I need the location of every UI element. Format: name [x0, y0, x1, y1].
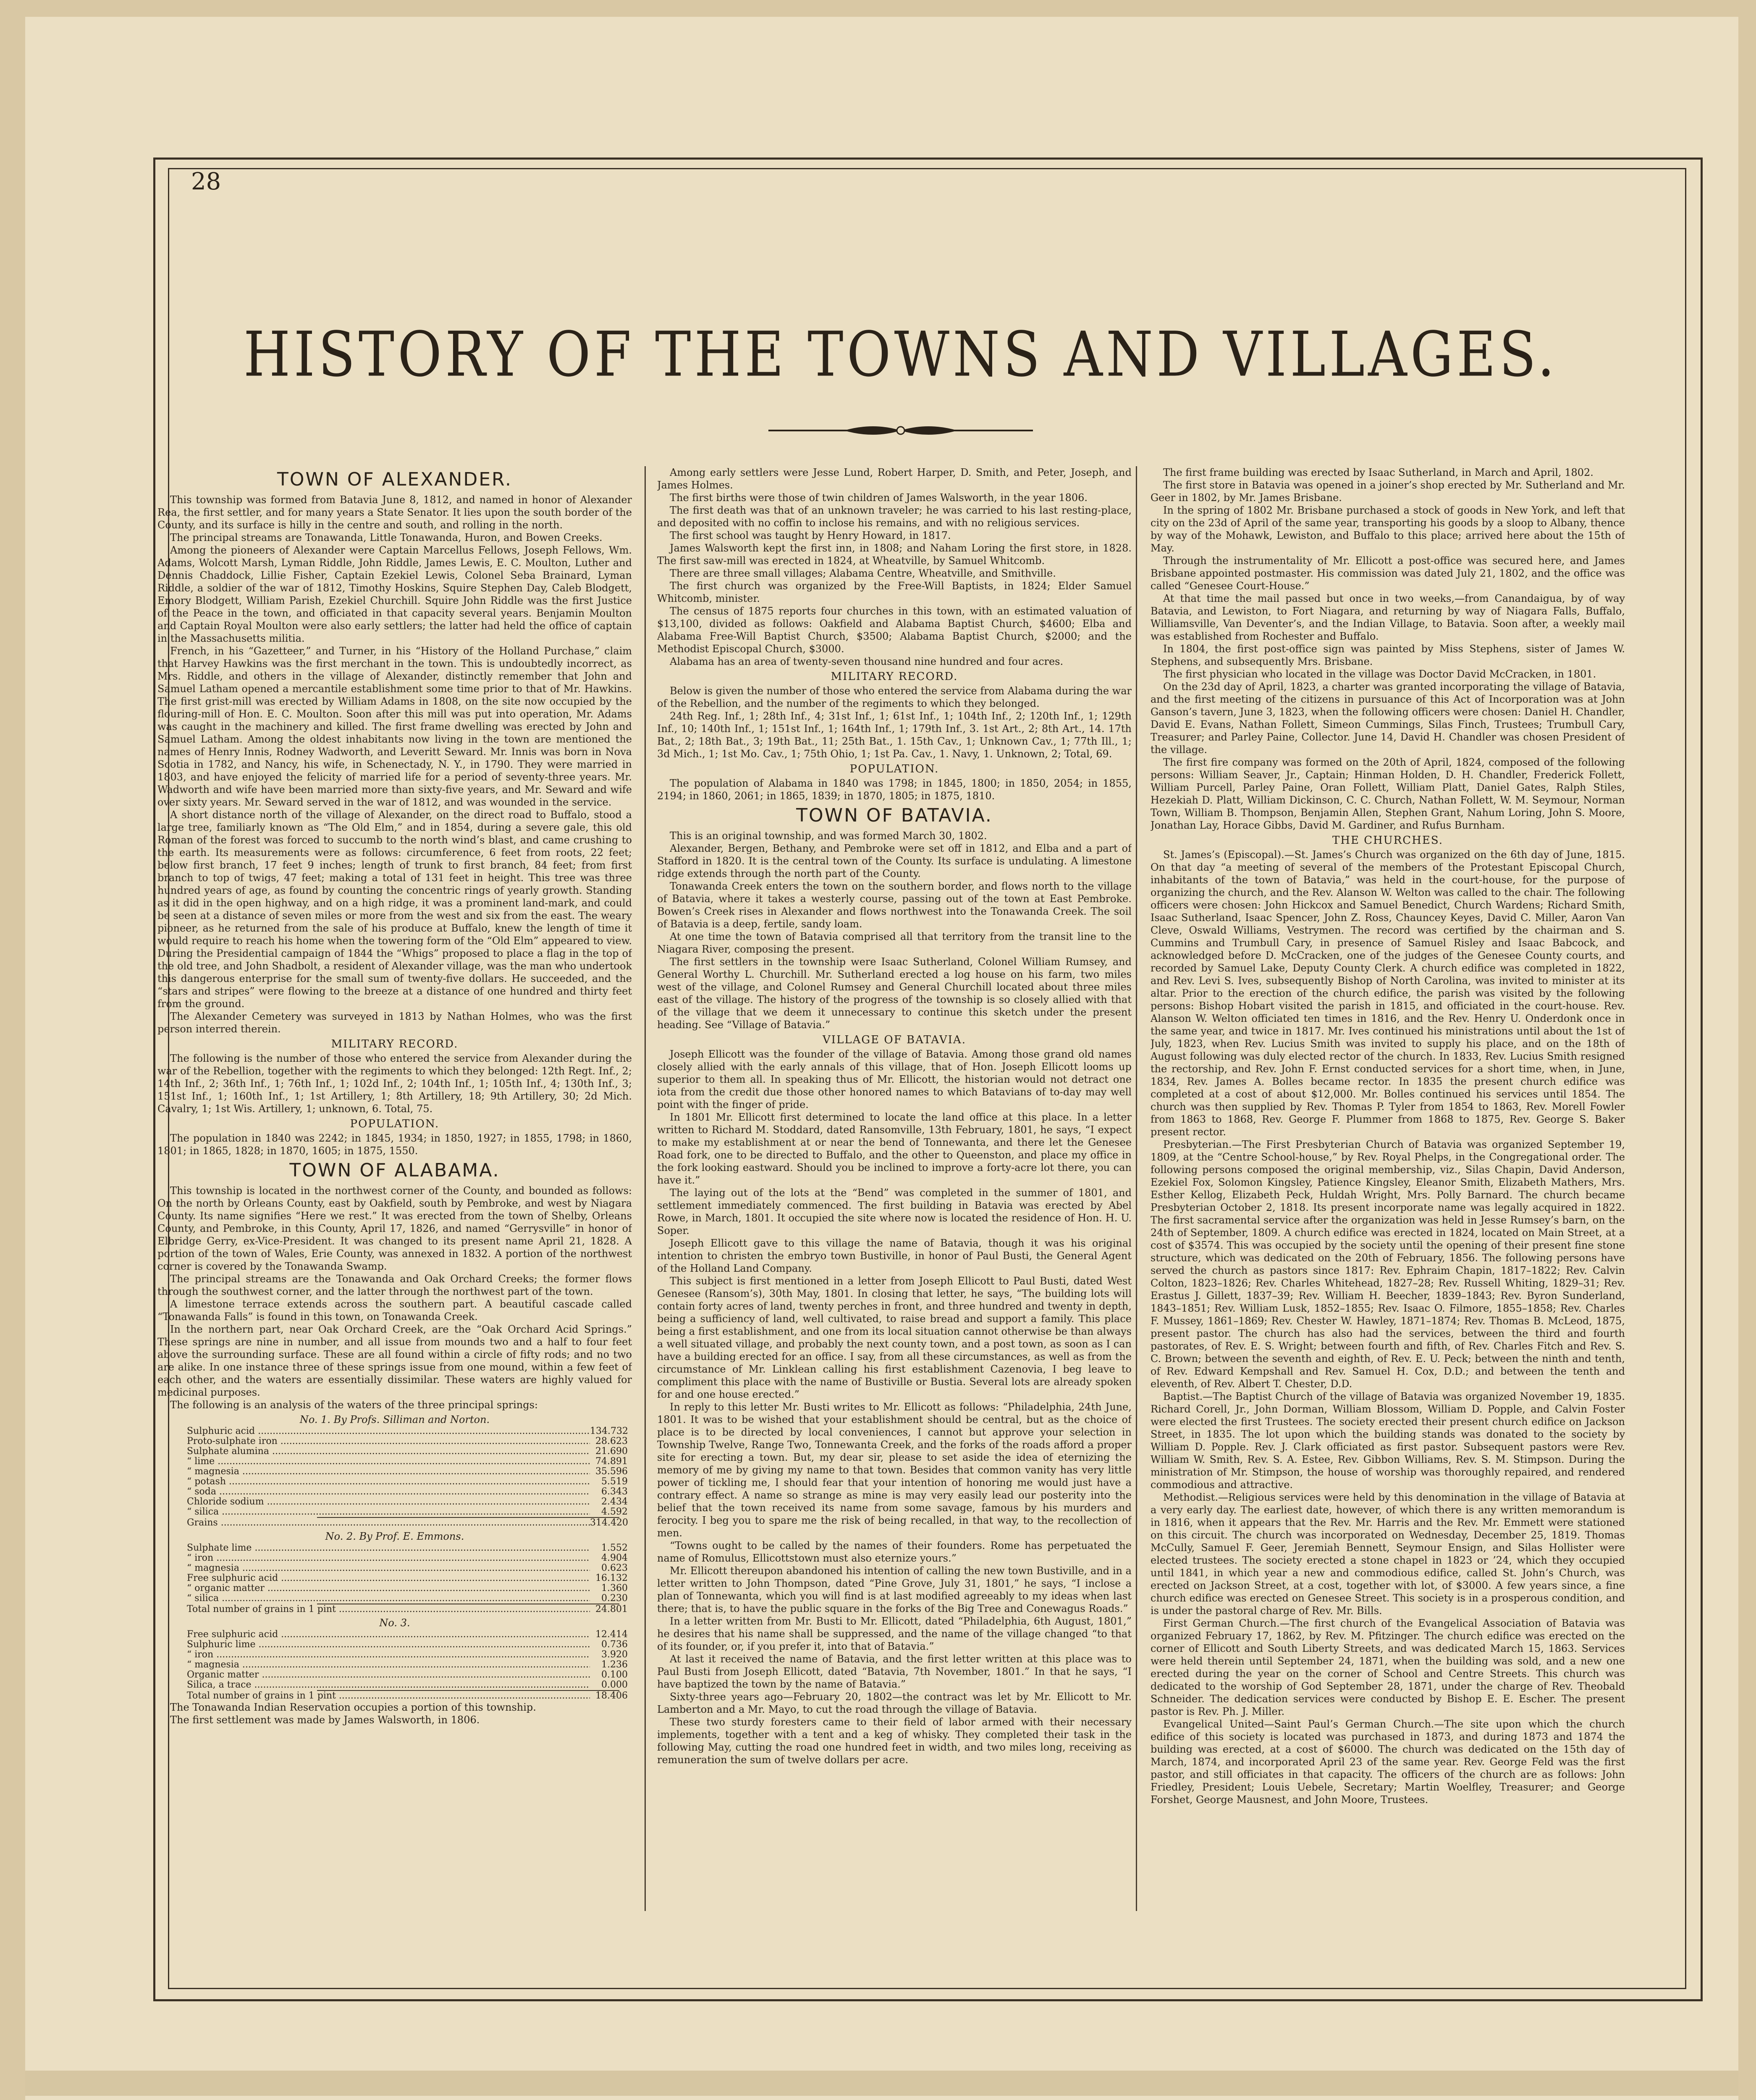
row-label: Organic matter .....: [187, 1670, 590, 1680]
row-value: 0.100: [601, 1670, 628, 1680]
table-total-row: [157, 1604, 632, 1614]
paragraph: The first frame building was erected by Isaac Sutherland, in March and April, 1802.: [1163, 467, 1594, 478]
paragraph: On the 23d day of April, 1823, a charter was granted incorporating the village of Batavia, and the first meeting of the citizens in pursuance of this Act of Incorporation was at John Ganson’s tavern, June 3, 1823, when the following officers were chosen: Daniel H. Chandler, David E. Evans, Nathan Follett, Simeon Cummings, Silas Finch, Trustees; Trumbull Cary, Treasurer; and Parley Paine, Collector. June 14, David H. Chandler was chosen President of the village.: [1151, 681, 1625, 756]
column-rule-2: [1136, 466, 1137, 1911]
total-label: Total number of grains in 1 pint .....: [187, 1604, 590, 1614]
paragraph: In reply to this letter Mr. Busti writes to Mr. Ellicott as follows: “Philadelphia, 24th June, 1801. It was to be wished that your establishment should be central, but as the choice of place is to be directed by local conveniences, I cannot but approve your selection in Township Twelve, Range Two, Tonnewanta Creek, and the forks of the roads afford a proper site for erecting a town. But, my dear sir, please to set aside the idea of eternizing the memory of me by giving my name to that town. Besides that common vanity has very little power of tickling me, I should fear that your intention of honoring me would just have a contrary effect. A name so strange as mine is may very easily lead our posterity into the belief that the town received its name from some savage, famous by his murders and ferocity. I beg you to spare me the risk of being recalled, in that way, to the recollection of men.: [657, 1401, 1132, 1539]
paragraph: The census of 1875 reports four churches in this town, with an estimated valuation of $13,100, divided as follows: Oakfield and Alabama Baptist Church, $4600; Elba and Alabama Free-Will Baptist Church, $3500; Alabama Baptist Church, $2000; and the Methodist Episcopal Church, $3000.: [657, 605, 1132, 655]
row-label: Sulphuric lime .....: [187, 1640, 590, 1650]
row-label: Sulphuric acid .....: [187, 1426, 590, 1436]
paragraph: In 1801 Mr. Ellicott first determined to locate the land office at this place. In a letter written to Richard M. Stoddard, dated Ransomville, 13th February, 1801, he says, “I expect to make my establishment at or near the bend of Tonnewanta, and there let the Genesee Road fork, one to be directed to Buffalo, and the other to Queenston, and place my office in the fork looking eastward. Should you be inclined to improve a forty-acre lot there, you can have it.”: [657, 1111, 1132, 1186]
row-value: 3.920: [601, 1649, 628, 1660]
table-row: [157, 1630, 632, 1640]
row-label: “ silica .....: [187, 1507, 590, 1517]
table-row: [157, 1497, 632, 1507]
table-total-row: [157, 1691, 632, 1701]
paragraph: Through the instrumentality of Mr. Ellicott a post-office was secured here, and James Brisbane appointed postmaster. His commission was dated July 21, 1802, and the office was called “Genesee Court-House.”: [1151, 555, 1625, 592]
table-row: [157, 1477, 632, 1487]
paragraph: Presbyterian.—The First Presbyterian Church of Batavia was organized September 19, 1809, at the “Centre School-house,” by Rev. Royal Phelps, in the Congregational order. The following persons composed the original membership, viz., Silas Chapin, David Anderson, Ezekiel Fox, Solomon Kingsley, Patience Kingsley, Eleanor Smith, Elizabeth Mathers, Mrs. Esther Kellog, Elizabeth Peck, Huldah Wright, Mrs. Polly Barnard. The church became Presbyterian October 2, 1818. Its present incorporate name was legally acquired in 1822. The first sacramental service after the organization was held in Jesse Rumsey’s barn, on the 24th of September, 1809. A church edifice was erected in 1824, located on Main Street, at a cost of $3574. This was occupied by the society until the opening of their present fine stone structure, which was dedicated on the 20th of February, 1856. The following persons have served the church as pastors since 1817: Rev. Ephraim Chapin, 1817–1822; Rev. Calvin Colton, 1823–1826; Rev. Charles Whitehead, 1827–28; Rev. Russell Whiting, 1829–31; Rev. Erastus J. Gillett, 1837–39; Rev. William H. Beecher, 1839–1843; Rev. Byron Sunderland, 1843–1851; Rev. William Lusk, 1852–1855; Rev. Isaac O. Filmore, 1855–1858; Rev. Charles F. Mussey, 1861–1869; Rev. Chester W. Hawley, 1871–1874; Rev. Thomas B. McLeod, 1875, present pastor. The church has also had the services, between the third and fourth pastorates, of Rev. E. S. Wright; between fourth and fifth, of Rev. Charles Fitch and Rev. S. C. Brown; between the seventh and eighth, of Rev. E. U. Peck; between the ninth and tenth, of Rev. Edward Kempshall and Rev. Samuel H. Cox, D.D.; and between the tenth and eleventh, of Rev. Albert T. Chester, D.D.: [1151, 1139, 1625, 1390]
row-label: “ iron .....: [187, 1553, 590, 1563]
table-row: [157, 1563, 632, 1573]
paragraph: This township is located in the northwest corner of the County, and bounded as follows: On the north by Orleans County, east by Oakfield, south by Pembroke, and west by Niagara County. Its name signifies “Here we rest.” It was erected from the town of Shelby, Orleans County, and Pembroke, in this County, April 17, 1826, and named “Gerrysville” in honor of Elbridge Gerry, ex-Vice-President. It was changed to its present name April 21, 1828. A portion of the town of Wales, Erie County, was annexed in 1832. A portion of the northwest corner is covered by the Tonawanda Swamp.: [157, 1185, 632, 1272]
paragraph: In the spring of 1802 Mr. Brisbane purchased a stock of goods in New York, and left that city on the 23d of April of the same year, transporting his goods by a sloop to Albany, thence by way of the Mohawk, Lewiston, and Buffalo to this place; arrived here about the 15th of May.: [1151, 504, 1625, 554]
paragraph: The following is an analysis of the waters of the three principal springs:: [170, 1399, 538, 1411]
page-title: HISTORY OF THE TOWNS AND VILLAGES.: [243, 318, 1558, 391]
row-label: Proto-sulphate iron .....: [187, 1436, 590, 1446]
row-label: Chloride sodium .....: [187, 1497, 590, 1507]
row-value: 28.623: [595, 1436, 628, 1446]
paragraph: In the northern part, near Oak Orchard Creek, are the “Oak Orchard Acid Springs.” These springs are nine in number, and all issue from mounds two and a half to four feet above the surrounding surface. These are all found within a circle of fifty rods; and no two are alike. In one instance three of these springs issue from one mound, within a few feet of each other, and the waters are essentially dissimilar. These waters are highly valued for medicinal purposes.: [157, 1323, 632, 1398]
row-label: “ magnesia .....: [187, 1467, 590, 1477]
row-value: 0.000: [601, 1680, 628, 1690]
row-value: 4.904: [601, 1553, 628, 1563]
paragraph: The first settlers in the township were Isaac Sutherland, Colonel William Rumsey, and General Worthy L. Churchill. Mr. Sutherland erected a log house on his farm, two miles west of the village, and Colonel Rumsey and General Churchill located about three miles east of the village. The history of the progress of the township is so closely allied with that of the village that we deem it unnecessary to continue this sketch under the present heading. See “Village of Batavia.”: [657, 956, 1132, 1031]
paragraph: Alabama has an area of twenty-seven thousand nine hundred and four acres.: [670, 656, 1064, 667]
table-row: [157, 1670, 632, 1680]
row-label: “ soda .....: [187, 1487, 590, 1497]
paragraph: Tonawanda Creek enters the town on the southern border, and flows north to the village of Batavia, where it takes a westerly course, passing out of the town at East Pembroke. Bowen’s Creek rises in Alexander and flows northwest into the Tonawanda Creek. The soil of Batavia is a deep, fertile, sandy loam.: [657, 880, 1132, 930]
paragraph: A short distance north of the village of Alexander, on the direct road to Buffalo, stood a large tree, familiarly known as “The Old Elm,” and in 1854, during a severe gale, this old Roman of the forest was forced to succumb to the north wind’s blast, and came crushing to the earth. Its measurements were as follows: circumference, 6 feet from roots, 22 feet; below first branch, 17 feet 9 inches; length of trunk to first branch, 84 feet; from first branch to top of twigs, 47 feet; making a total of 131 feet in height. This tree was three hundred years of age, as found by counting the concentric rings of yearly growth. Standing as it did in the open highway, and on a high ridge, it was a prominent land-mark, and could be seen at a distance of seven miles or more from the west and six from the east. The weary pioneer, as he returned from the sale of his produce at Buffalo, knew the length of time it would require to reach his home when the towering form of the “Old Elm” appeared to view. During the Presidential campaign of 1844 the “Whigs” proposed to place a flag in the top of the old tree, and John Shadbolt, a resident of Alexander village, was the man who undertook this dangerous enterprise for the small sum of twenty-five dollars. He succeeded, and the “stars and stripes” were flowing to the breeze at a distance of one hundred and thirty feet from the ground.: [157, 809, 632, 1010]
table-row: [157, 1680, 632, 1690]
paragraph: James Walsworth kept the first inn, in 1808; and Naham Loring the first store, in 1828. The first saw-mill was erected in 1824, at Wheatville, by Samuel Whitcomb.: [657, 542, 1132, 567]
table-row: [157, 1467, 632, 1477]
subheading-the-churches: THE CHURCHES.: [1332, 834, 1443, 847]
paragraph: The following is the number of those who entered the service from Alexander during the war of the Rebellion, together with the regiments to which they belonged: 12th Regt. Inf., 2; 14th Inf., 2; 36th Inf., 1; 76th Inf., 1; 102d Inf., 2; 104th Inf., 1; 105th Inf., 4; 130th Inf., 3; 151st Inf., 1; 160th Inf., 1; 1st Artillery, 1; 8th Artillery, 18; 9th Artillery, 30; 2d Mich. Cavalry, 1; 1st Wis. Artillery, 1; unknown, 6. Total, 75.: [157, 1053, 632, 1115]
analysis-table-caption-2: No. 2. By Prof. E. Emmons.: [325, 1530, 464, 1542]
paragraph: The first death was that of an unknown traveler; he was carried to his last resting-place, and deposited with no coffin to inclose his remains, and with no religious services.: [657, 504, 1132, 529]
paragraph: At last it received the name of Batavia, and the first letter written at this place was to Paul Busti from Joseph Ellicott, dated “Batavia, 7th November, 1801.” In that he says, “I have baptized the town by the name of Batavia.”: [657, 1653, 1132, 1690]
paragraph: The first store in Batavia was opened in a joiner’s shop erected by Mr. Sutherland and Mr. Geer in 1802, by Mr. James Brisbane.: [1151, 479, 1625, 504]
paragraph: St. James’s (Episcopal).—St. James’s Church was organized on the 6th day of June, 1815. On that day “a meeting of several of the members of the Protestant Episcopal Church, inhabitants of the town of Batavia,” was held in the court-house, for the purpose of organizing the church, and the Rev. Alanson W. Welton was called to the chair. The following officers were chosen: John Hickcox and Samuel Benedict, Church Wardens; Richard Smith, Isaac Sutherland, Isaac Spencer, John Z. Ross, Chauncey Keyes, David C. Miller, Aaron Van Cleve, Oswald Williams, Vestrymen. The record was certified by the chairman and S. Cummins and Trumbull Cary, in presence of Samuel Risley and Isaac Babcock, and acknowledged before D. McCracken, one of the judges of the Genesee County courts, and recorded by Samuel Lake, Deputy County Clerk. A church edifice was completed in 1822, and Rev. Levi S. Ives, subsequently Bishop of North Carolina, was invited to minister at its altar. Prior to the erection of the church edifice, the parish was visited by the following persons: Bishop Hobart visited the parish in 1815, and officiated in the court-house. Rev. Alanson W. Welton officiated ten times in 1816, and the Rev. Henry U. Onderdonk once in the same year, and twice in 1817. Mr. Ives continued his ministrations until about the 1st of July, 1823, when Rev. Lucius Smith was invited to supply his place, and on the 18th of August following was duly elected rector of the church. In 1833, Rev. Lucius Smith resigned the rectorship, and Rev. John F. Ernst conducted services for a short time, when, in June, 1834, Rev. James A. Bolles became rector. In 1835 the present church edifice was completed at a cost of about $12,000. Mr. Bolles continued his services until 1854. The church was then supplied by Rev. Thomas P. Tyler from 1854 to 1863, Rev. Morell Fowler from 1863 to 1868, Rev. George F. Plummer from 1868 to 1875, Rev. George S. Baker present rector.: [1151, 849, 1625, 1138]
column-rule-1: [645, 466, 646, 1911]
row-value: 0.623: [601, 1563, 628, 1573]
paragraph: The Alexander Cemetery was surveyed in 1813 by Nathan Holmes, who was the first person interred therein.: [157, 1011, 632, 1035]
row-label: “ magnesia .....: [187, 1660, 590, 1670]
title-ornament-divider: [768, 420, 1033, 441]
row-label: “ silica .....: [187, 1593, 590, 1604]
paragraph: 24th Reg. Inf., 1; 28th Inf., 4; 31st Inf., 1; 61st Inf., 1; 104th Inf., 2; 120th Inf., 1; 129th Inf., 10; 140th Inf., 1; 151st Inf., 1; 164th Inf., 1; 179th Inf., 3. 1st Art., 2; 8th Art., 14. 17th Bat., 2; 18th Bat., 3; 19th Bat., 11; 25th Bat., 1. 15th Cav., 1; Unknown Cav., 1; 77th Ill., 1; 3d Mich., 1; 1st Mo. Cav., 1; 75th Ohio, 1; 1st Pa. Cav., 1. Navy, 1. Unknown, 2; Total, 69.: [657, 710, 1132, 760]
row-value: 21.690: [595, 1446, 628, 1457]
paragraph: Among early settlers were Jesse Lund, Robert Harper, D. Smith, and Peter, Joseph, and James Holmes.: [657, 467, 1132, 491]
row-label: “ organic matter .....: [187, 1583, 590, 1593]
paragraph: First German Church.—The first church of the Evangelical Association of Batavia was organized February 17, 1862, by Rev. M. Pfitzinger. The church edifice was erected on the corner of Ellicott and South Liberty Streets, and was dedicated March 15, 1863. Services were held therein until September 24, 1871, when the building was sold, and a new one erected during the year on the corner of School and Centre Streets. This church was dedicated to the worship of God September 28, 1871, under the charge of Rev. Theobald Schneider. The dedication services were conducted by Bishop E. E. Escher. The present pastor is Rev. Ph. J. Miller.: [1151, 1617, 1625, 1717]
table-row: [157, 1583, 632, 1593]
paragraph: Joseph Ellicott was the founder of the village of Batavia. Among those grand old names closely allied with the early annals of this village, that of Hon. Joseph Ellicott looms up superior to them all. In speaking thus of Mr. Ellicott, the historian would not detract one iota from the credit due those other honored names to which Batavians of to-day may well point with the finger of pride.: [657, 1048, 1132, 1110]
row-value: 5.519: [601, 1476, 628, 1487]
section-heading-alabama: TOWN OF ALABAMA.: [289, 1160, 500, 1181]
paragraph: The population of Alabama in 1840 was 1798; in 1845, 1800; in 1850, 2054; in 1855, 2194; in 1860, 2061; in 1865, 1839; in 1870, 1805; in 1875, 1810.: [657, 777, 1132, 802]
paragraph: Sixty-three years ago—February 20, 1802—the contract was let by Mr. Ellicott to Mr. Lamberton and a Mr. Mayo, to cut the road through the village of Batavia.: [657, 1691, 1132, 1715]
subheading-village-of-batavia: VILLAGE OF BATAVIA.: [823, 1034, 966, 1046]
paragraph: Mr. Ellicott thereupon abandoned his intention of calling the new town Bustiville, and in a letter written to John Thompson, dated “Pine Grove, July 31, 1801,” he says, “I inclose a plan of Tonnewanta, which you will find is at last modified agreeably to my ideas when last there; that is, to have the public square in the forks of the Big Tree and Conewagus Roads.”: [657, 1565, 1132, 1614]
table-total-row: [157, 1518, 632, 1528]
analysis-table-2: [157, 1543, 632, 1614]
total-value: 24.801: [595, 1604, 628, 1614]
paragraph: The laying out of the lots at the “Bend” was completed in the summer of 1801, and settlement immediately commenced. The first building in Batavia was erected by Abel Rowe, in March, 1801. It occupied the site where now is located the residence of Hon. H. U. Soper.: [657, 1187, 1132, 1236]
row-value: 12.414: [595, 1629, 628, 1640]
row-label: “ lime .....: [187, 1457, 590, 1467]
paragraph: The first church was organized by the Free-Will Baptists, in 1824; Elder Samuel Whitcomb, minister.: [657, 580, 1132, 604]
subheading-population: POPULATION.: [849, 763, 939, 775]
paragraph: At one time the town of Batavia comprised all that territory from the transit line to the Niagara River, composing the present.: [657, 931, 1132, 955]
paragraph: The population in 1840 was 2242; in 1845, 1934; in 1850, 1927; in 1855, 1798; in 1860, 1801; in 1865, 1828; in 1870, 1605; in 1875, 1550.: [157, 1132, 632, 1157]
column-middle: [657, 466, 1132, 1907]
table-row: [157, 1487, 632, 1497]
section-heading-alexander: TOWN OF ALEXANDER.: [277, 469, 513, 490]
page-bottom-margin: [25, 2071, 1738, 2096]
table-row: [157, 1660, 632, 1670]
paragraph: The first births were those of twin children of James Walsworth, in the year 1806.: [670, 492, 1088, 504]
table-row: [157, 1640, 632, 1650]
table-row: [157, 1543, 632, 1553]
paragraph: The first settlement was made by James Walsworth, in 1806.: [170, 1714, 480, 1726]
paragraph: The first school was taught by Henry Howard, in 1817.: [670, 530, 951, 541]
paragraph: “Towns ought to be called by the names of their founders. Rome has perpetuated the name of Romulus, Ellicottstown must also eternize yours.”: [657, 1540, 1132, 1564]
total-value: 18.406: [595, 1690, 628, 1701]
paragraph: In a letter written from Mr. Busti to Mr. Ellicott, dated “Philadelphia, 6th August, 1801,” he desires that his name shall be suppressed, and the name of the village changed “to that of its founder, or, if you prefer it, into that of Batavia.”: [657, 1615, 1132, 1652]
table-row: [157, 1650, 632, 1660]
table-row: [157, 1593, 632, 1604]
row-value: 1.552: [601, 1543, 628, 1553]
row-label: Sulphate lime .....: [187, 1543, 590, 1553]
table-row: [157, 1426, 632, 1436]
paragraph: The first fire company was formed on the 20th of April, 1824, composed of the following persons: William Seaver, Jr., Captain; Hinman Holden, D. H. Chandler, Frederick Follett, William Purcell, Parley Paine, Oran Follett, William Platt, Daniel Gates, Ralph Stiles, Hezekiah D. Platt, William Dickinson, C. C. Church, Nathan Follett, W. M. Seymour, Norman Town, William B. Thompson, Benjamin Allen, Stephen Grant, Nahum Loring, John S. Moore, Jonathan Lay, Horace Gibbs, David M. Gardiner, and Rufus Burnham.: [1151, 756, 1625, 831]
row-label: Sulphate alumina .....: [187, 1446, 590, 1457]
subheading-military-record: MILITARY RECORD.: [831, 670, 958, 683]
paragraph: A limestone terrace extends across the southern part. A beautiful cascade called “Tonawanda Falls” is found in this town, on Tonawanda Creek.: [157, 1298, 632, 1323]
row-value: 74.891: [595, 1456, 628, 1467]
table-row: [157, 1446, 632, 1457]
table-row: [157, 1436, 632, 1446]
analysis-table-caption-1: No. 1. By Profs. Silliman and Norton.: [299, 1414, 490, 1425]
total-value: 314.420: [590, 1517, 628, 1528]
paragraph: In 1804, the first post-office sign was painted by Miss Stephens, sister of James W. Stephens, and subsequently Mrs. Brisbane.: [1151, 643, 1625, 667]
analysis-table-1: [157, 1426, 632, 1528]
paragraph: This is an original township, and was formed March 30, 1802.: [670, 830, 987, 842]
paragraph: The Tonawanda Indian Reservation occupies a portion of this township.: [170, 1701, 536, 1713]
row-value: 0.230: [601, 1593, 628, 1604]
paragraph: The principal streams are Tonawanda, Little Tonawanda, Huron, and Bowen Creeks.: [170, 532, 603, 543]
paragraph: These two sturdy foresters came to their field of labor armed with their necessary implements, together with a tent and a keg of whisky. They completed their task in the following May, cutting the road one hundred feet in width, and two miles long, receiving as remuneration the sum of twelve dollars per acre.: [657, 1716, 1132, 1766]
paragraph: Among the pioneers of Alexander were Captain Marcellus Fellows, Joseph Fellows, Wm. Adams, Wolcott Marsh, Lyman Riddle, John Riddle, James Lewis, E. C. Moulton, Luther and Dennis Chaddock, Lillie Fisher, Captain Ezekiel Lewis, Colonel Seba Brainard, Lyman Riddle, a soldier of the war of 1812, Timothy Hoskins, Squire Stephen Day, Caleb Blodgett, Emory Blodgett, William Parish, Ezekiel Churchill. Squire John Riddle was the first Justice of the Peace in the town, and officiated in that capacity several years. Benjamin Moulton and Captain Royal Moulton were also early settlers; the latter had held the office of captain in the Massachusetts militia.: [157, 544, 632, 644]
table-row: [157, 1573, 632, 1583]
paragraph: Baptist.—The Baptist Church of the village of Batavia was organized November 19, 1835. Richard Corell, Jr., John Dorman, William Blossom, William D. Popple, and Calvin Foster were elected the first Trustees. The society erected their present church edifice on Jackson Street, in 1835. The lot upon which the building stands was donated to the society by William D. Popple. Rev. J. Clark officiated as first pastor. Subsequent pastors were Rev. William W. Smith, Rev. S. A. Estee, Rev. Gibbon Williams, Rev. S. M. Stimpson. During the ministration of Mr. Stimpson, the house of worship was thoroughly repaired, and rendered commodious and attractive.: [1151, 1391, 1625, 1491]
paragraph: At that time the mail passed but once in two weeks,—from Canandaigua, by of way Batavia, and Lewiston, to Fort Niagara, and returning by way of Niagara Falls, Buffalo, Williamsville, Van Deventer’s, and the Indian Village, to Batavia. Soon after, a weekly mail was established from Rochester and Buffalo.: [1151, 593, 1625, 642]
row-value: 4.592: [601, 1507, 628, 1517]
paragraph: Methodist.—Religious services were held by this denomination in the village of Batavia at a very early day. The earliest date, however, of which there is any written memorandum is in 1816, when it appears that the Rev. Mr. Harris and the Rev. Mr. Emmett were stationed on this circuit. The church was incorporated on Wednesday, December 25, 1819. Thomas McCully, Samuel F. Geer, Jeremiah Bennett, Seymour Ensign, and Silas Hollister were elected trustees. The society erected a stone chapel in 1823 or ’24, which they occupied until 1841, in which year a new and commodious edifice, called St. John’s Church, was erected on Jackson Street, at a cost, together with lot, of $3000. A few years since, a fine church edifice was erected on Genesee Street. This society is in a prosperous condition, and is under the pastoral charge of Rev. Mr. Bills.: [1151, 1491, 1625, 1617]
row-label: “ magnesia .....: [187, 1563, 590, 1573]
paragraph: The first physician who located in the village was Doctor David McCracken, in 1801.: [1163, 668, 1596, 680]
row-value: 6.343: [601, 1486, 628, 1497]
paragraph: This subject is first mentioned in a letter from Joseph Ellicott to Paul Busti, dated West Genesee (Ransom’s), 30th May, 1801. In closing that letter, he says, “The building lots will contain forty acres of land, twenty perches in front, and three hundred and twenty in depth, being a sufficiency of land, well cultivated, to raise bread and support a family. This place being a first establishment, and one from its local situation cannot otherwise be than always a well situated village, and probably the next county town, and a post town, as soon as I can have a building erected for an office. I say, from all these circumstances, as well as from the circumstance of Mr. Linklean calling his first establishment Cazenovia, I beg leave to compliment this place with the name of Bustiville or Bustia. Several lots are already spoken for and one house erected.”: [657, 1275, 1132, 1400]
subheading-military-record: MILITARY RECORD.: [331, 1038, 459, 1050]
paragraph: There are three small villages; Alabama Centre, Wheatville, and Smithville.: [670, 567, 1056, 579]
row-label: Free sulphuric acid .....: [187, 1630, 590, 1640]
table-row: [157, 1457, 632, 1467]
subheading-population: POPULATION.: [350, 1118, 440, 1130]
total-label: Total number of grains in 1 pint .....: [187, 1691, 590, 1701]
paragraph: Below is given the number of those who entered the service from Alabama during the war of the Rebellion, and the number of the regiments to which they belonged.: [657, 685, 1132, 709]
paragraph: The principal streams are the Tonawanda and Oak Orchard Creeks; the former flows through the southwest corner, and the latter through the northwest part of the town.: [157, 1273, 632, 1297]
row-value: 1.360: [601, 1583, 628, 1593]
row-label: “ potash .....: [187, 1477, 590, 1487]
paragraph: French, in his “Gazetteer,” and Turner, in his “History of the Holland Purchase,” claim that Harvey Hawkins was the first merchant in the town. This is undoubtedly incorrect, as Mrs. Riddle, and others in the village of Alexander, distinctly remember that John and Samuel Latham opened a mercantile establishment some time prior to that of Mr. Hawkins. The first grist-mill was erected by William Adams in 1808, on the site now occupied by the flouring-mill of Hon. E. C. Moulton. Soon after this mill was put into operation, Mr. Adams was caught in the machinery and killed. The first frame dwelling was erected by John and Samuel Latham. Among the oldest inhabitants now living in the town are mentioned the names of Henry Innis, Rodney Wadworth, and Leveritt Seward. Mr. Innis was born in Nova Scotia in 1782, and Nancy, his wife, in Schenectady, N. Y., in 1790. They were married in 1803, and have enjoyed the felicity of married life for a period of seventy-three years. Mr. Wadworth and wife have been married more than sixty-five years, and Mr. Seward and wife over sixty years. Mr. Seward served in the war of 1812, and was wounded in the service.: [157, 645, 632, 808]
paragraph: Alexander, Bergen, Bethany, and Pembroke were set off in 1812, and Elba and a part of Stafford in 1820. It is the central town of the County. Its surface is undulating. A limestone ridge extends through the north part of the County.: [657, 843, 1132, 879]
row-value: 35.596: [595, 1466, 628, 1477]
column-left: [157, 466, 632, 1907]
table-row: [157, 1507, 632, 1517]
column-right: [1151, 466, 1625, 1907]
row-label: “ iron .....: [187, 1650, 590, 1660]
analysis-table-3: [157, 1630, 632, 1701]
table-row: [157, 1553, 632, 1563]
paragraph: This township was formed from Batavia June 8, 1812, and named in honor of Alexander Rea, the first settler, and for many years a State Senator. It lies upon the south border of the County, and its surface is hilly in the centre and south, and rolling in the north.: [157, 494, 632, 531]
page-number: 28: [191, 168, 221, 195]
total-label: Grains .....: [187, 1518, 590, 1528]
row-label: Silica, a trace .....: [187, 1680, 590, 1690]
row-value: 2.434: [601, 1496, 628, 1507]
paragraph: Evangelical United—Saint Paul’s German Church.—The site upon which the church edifice of this society is located was purchased in 1873, and during 1873 and 1874 the building was erected, at a cost of $6000. The church was dedicated on the 15th day of March, 1874, and incorporated April 23 of the same year. Rev. George Feld was the first pastor, and still officiates in that capacity. The officers of the church are as follows: John Friedley, President; Louis Uebele, Secretary; Martin Woelfley, Treasurer; and George Forshet, George Mausnest, and John Moore, Trustees.: [1151, 1718, 1625, 1806]
row-value: 134.732: [590, 1426, 628, 1436]
row-value: 16.132: [595, 1573, 628, 1583]
row-value: 1.236: [601, 1659, 628, 1670]
row-value: 0.736: [601, 1639, 628, 1650]
paragraph: Joseph Ellicott gave to this village the name of Batavia, though it was his original intention to christen the embryo town Bustiville, in honor of Paul Busti, the General Agent of the Holland Land Company.: [657, 1237, 1132, 1274]
analysis-table-caption-3: No. 3.: [379, 1617, 410, 1629]
row-label: Free sulphuric acid .....: [187, 1573, 590, 1583]
section-heading-batavia: TOWN OF BATAVIA.: [796, 805, 993, 826]
